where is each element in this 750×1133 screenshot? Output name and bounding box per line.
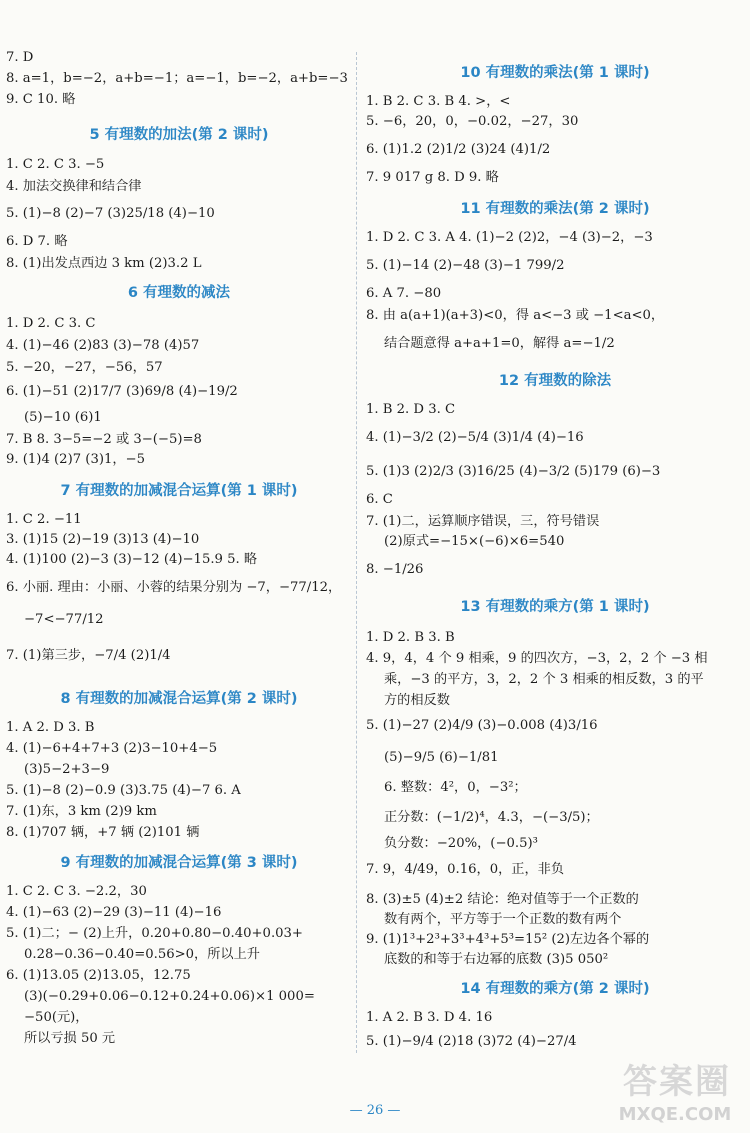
section-title: 7 有理数的加减混合运算(第 1 课时)	[60, 483, 298, 499]
answer-line: 7. (1)二，运算顺序错误，三，符号错误	[366, 514, 600, 529]
answer-line: 9. C 10. 略	[6, 92, 76, 107]
answer-line: 1. D 2. B 3. B	[366, 630, 455, 645]
section-title: 13 有理数的乘方(第 1 课时)	[460, 599, 650, 615]
section-title: 14 有理数的乘方(第 2 课时)	[460, 981, 650, 997]
section-title: 12 有理数的除法	[498, 373, 612, 389]
answer-line: 4. (1)−6+4+7+3 (2)3−10+4−5	[6, 741, 218, 756]
answer-line: 5. (1)3 (2)2/3 (3)16/25 (4)−3/2 (5)179 (6)−3	[366, 464, 661, 479]
answer-line: 4. 加法交换律和结合律	[6, 179, 142, 194]
answer-line: (3)(−0.29+0.06−0.12+0.24+0.06)×1 000=	[24, 989, 315, 1004]
answer-line: 9. (1)4 (2)7 (3)1，−5	[6, 452, 145, 467]
answer-line: 1. A 2. D 3. B	[6, 720, 95, 735]
answer-line: 6. A 7. −80	[366, 286, 442, 301]
answer-line: 6. C	[366, 492, 393, 507]
watermark-top-text: 答案圈	[623, 1062, 731, 1102]
section-title: 10 有理数的乘法(第 1 课时)	[460, 65, 650, 81]
answer-line: 负分数：−20%，(−0.5)³	[384, 836, 538, 851]
answer-line: 5. (1)−9/4 (2)18 (3)72 (4)−27/4	[366, 1034, 577, 1049]
answer-line: (3)5−2+3−9	[24, 762, 110, 777]
answer-line: 乘，−3 的平方，3，2，2 个 3 相乘的相反数，3 的平	[384, 672, 704, 687]
answer-line: 5. (1)−14 (2)−48 (3)−1 799/2	[366, 258, 565, 273]
answer-line: 7. D	[6, 50, 34, 65]
answer-line: 1. C 2. C 3. −5	[6, 157, 105, 172]
answer-line: 1. B 2. D 3. C	[366, 402, 456, 417]
column-divider	[356, 52, 357, 1053]
watermark-bottom-text: MXQE.COM	[618, 1104, 732, 1125]
answer-line: 1. C 2. C 3. −2.2，30	[6, 884, 147, 899]
answer-line: 4. (1)100 (2)−3 (3)−12 (4)−15.9 5. 略	[6, 552, 258, 567]
answer-line: 5. (1)二；− (2)上升，0.20+0.80−0.40+0.03+	[6, 926, 303, 941]
answer-line: 方的相反数	[384, 693, 450, 708]
answer-line: 8. (1)出发点西边 3 km (2)3.2 L	[6, 256, 202, 271]
answer-line: 5. (1)−8 (2)−7 (3)25/18 (4)−10	[6, 206, 215, 221]
answer-line: (2)原式=−15×(−6)×6=540	[384, 534, 565, 549]
answer-line: 6. (1)−51 (2)17/7 (3)69/8 (4)−19/2	[6, 384, 238, 399]
section-title: 6 有理数的减法	[127, 285, 231, 301]
answer-line: 4. 9，4，4 个 9 相乘，9 的四次方，−3，2，2 个 −3 相	[366, 651, 708, 666]
answer-line: 3. (1)15 (2)−19 (3)13 (4)−10	[6, 532, 200, 547]
answer-line: 6. 整数：4²，0，−3²；	[384, 780, 527, 795]
answer-line: −50(元)，	[24, 1010, 89, 1025]
watermark-logo	[606, 1060, 744, 1128]
answer-line: 0.28−0.36−0.40=0.56>0，所以上升	[24, 947, 260, 962]
answer-line: 4. (1)−63 (2)−29 (3)−11 (4)−16	[6, 905, 222, 920]
answer-line: 1. D 2. C 3. A 4. (1)−2 (2)2，−4 (3)−2，−3	[366, 230, 653, 245]
answer-line: 4. (1)−46 (2)83 (3)−78 (4)57	[6, 338, 200, 353]
answer-line: 7. 9，4/49，0.16，0，正，非负	[366, 862, 565, 877]
answer-line: 1. D 2. C 3. C	[6, 316, 96, 331]
answer-line: 6. (1)13.05 (2)13.05，12.75	[6, 968, 191, 983]
section-title: 5 有理数的加法(第 2 课时)	[89, 127, 269, 143]
answer-line: 1. B 2. C 3. B 4. >，<	[366, 94, 511, 109]
answer-line: 4. (1)−3/2 (2)−5/4 (3)1/4 (4)−16	[366, 430, 584, 445]
answer-line: 数有两个，平方等于一个正数的数有两个	[384, 912, 622, 927]
answer-line: 5. −20，−27，−56，57	[6, 360, 163, 375]
answer-line: 9. (1)1³+2³+3³+4³+5³=15² (2)左边各个幂的	[366, 932, 650, 947]
answer-line: (5)−10 (6)1	[24, 410, 102, 425]
answer-line: 7. B 8. 3−5=−2 或 3−(−5)=8	[6, 432, 202, 447]
answer-line: 8. a=1，b=−2，a+b=−1；a=−1，b=−2，a+b=−3	[6, 71, 348, 86]
answer-line: 8. (3)±5 (4)±2 结论：绝对值等于一个正数的	[366, 892, 639, 907]
answer-line: 7. (1)第三步，−7/4 (2)1/4	[6, 648, 171, 663]
answer-line: 所以亏损 50 元	[24, 1031, 116, 1046]
section-title: 9 有理数的加减混合运算(第 3 课时)	[60, 855, 298, 871]
answer-line: 6. D 7. 略	[6, 234, 68, 249]
answer-line: 底数的和等于右边幂的底数 (3)5 050²	[384, 952, 609, 967]
answer-line: 5. (1)−8 (2)−0.9 (3)3.75 (4)−7 6. A	[6, 783, 241, 798]
section-title: 11 有理数的乘法(第 2 课时)	[460, 201, 650, 217]
answer-line: 7. 9 017 g 8. D 9. 略	[366, 170, 499, 185]
answer-line: 5. (1)−27 (2)4/9 (3)−0.008 (4)3/16	[366, 718, 598, 733]
answer-line: 5. −6，20，0，−0.02，−27，30	[366, 114, 579, 129]
answer-line: 8. 由 a(a+1)(a+3)<0，得 a<−3 或 −1<a<0，	[366, 308, 665, 323]
answer-line: (5)−9/5 (6)−1/81	[384, 750, 499, 765]
answer-line: 6. (1)1.2 (2)1/2 (3)24 (4)1/2	[366, 142, 551, 157]
answer-line: 1. C 2. −11	[6, 512, 82, 527]
page-number: — 26 —	[349, 1103, 401, 1118]
answer-line: −7<−77/12	[24, 612, 104, 627]
answer-line: 8. −1/26	[366, 562, 424, 577]
answer-line: 1. A 2. B 3. D 4. 16	[366, 1010, 493, 1025]
section-title: 8 有理数的加减混合运算(第 2 课时)	[60, 691, 298, 707]
answer-line: 8. (1)707 辆，+7 辆 (2)101 辆	[6, 825, 200, 840]
answer-line: 7. (1)东，3 km (2)9 km	[6, 804, 157, 819]
left-column	[6, 44, 352, 1053]
answer-line: 6. 小丽. 理由：小丽、小蓉的结果分别为 −7，−77/12，	[6, 580, 342, 595]
answer-line: 正分数：(−1/2)⁴，4.3，−(−3/5)；	[384, 810, 599, 825]
answer-line: 结合题意得 a+a+1=0，解得 a=−1/2	[384, 336, 615, 351]
right-column	[366, 44, 744, 1053]
